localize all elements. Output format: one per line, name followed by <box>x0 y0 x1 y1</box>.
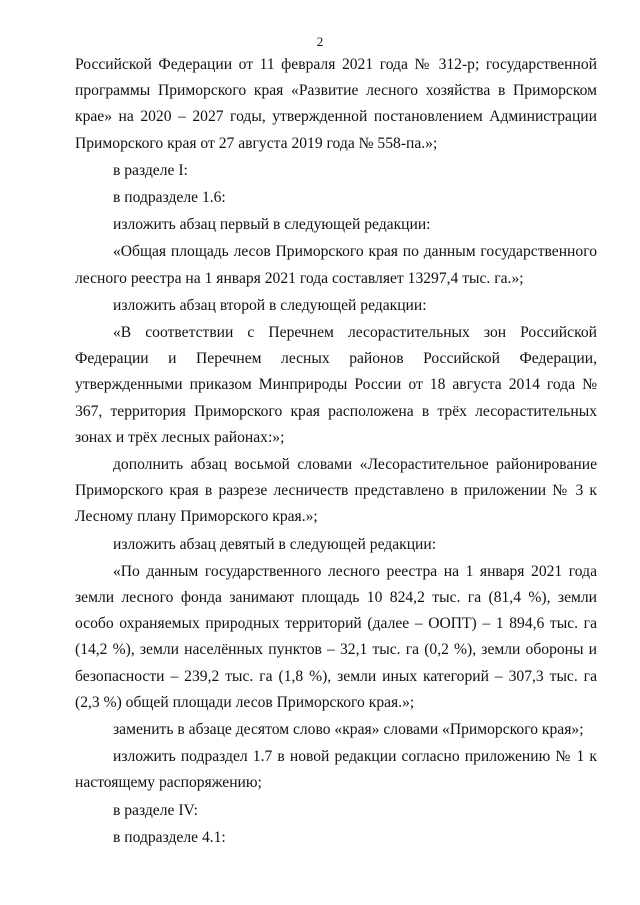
paragraph-forest-zones: «В соответствии с Перечнем лесорастительных зон Российской Федерации и Перечнем лесных районов Российской Федерации, утвержденными приказом Минприроды России от 18 августа 2014 года № 367, территория Приморского края расположена в трёх лесорастительных зонах и трёх лесных районах:»; <box>75 324 597 446</box>
paragraph-subsection-4-1: в подразделе 4.1: <box>113 828 226 846</box>
paragraph-continuation: Российской Федерации от 11 февраля 2021 года № 312-р; государственной программы Приморского края «Развитие лесного хозяйства в Приморском крае» на 2020 – 2027 годы, утвержденной постановлением Администрации Приморского края от 27 августа 2019 года № 558-па.»; <box>75 56 597 152</box>
paragraph-edit-first: изложить абзац первый в следующей редакции: <box>113 216 431 234</box>
paragraph-subsection-1-7: изложить подраздел 1.7 в новой редакции согласно приложению № 1 к настоящему распоряжению; <box>75 748 597 792</box>
paragraph-section-1: в разделе I: <box>113 161 188 179</box>
paragraph-edit-ninth: изложить абзац девятый в следующей редакции: <box>113 535 437 553</box>
paragraph-replace-tenth: заменить в абзаце десятом слово «края» словами «Приморского края»; <box>113 721 584 739</box>
document-body <box>75 52 597 851</box>
paragraph-subsection-1-6: в подразделе 1.6: <box>113 189 226 207</box>
page-number: 2 <box>316 34 324 49</box>
paragraph-land-categories: «По данным государственного лесного реестра на 1 января 2021 года земли лесного фонда занимают площадь 10 824,2 тыс. га (81,4 %), земли особо охраняемых природных территорий (далее – ООПТ) – 1 894,6 тыс. га (14,2 %), земли населённых пунктов – 32,1 тыс. га (0,2 %), земли обороны и безопасности – 239,2 тыс. га (1,8 %), земли иных категорий – 307,3 тыс. га (2,3 %) общей площади лесов Приморского края.»; <box>75 562 597 711</box>
paragraph-edit-second: изложить абзац второй в следующей редакции: <box>113 296 427 314</box>
paragraph-total-area: «Общая площадь лесов Приморского края по данным государственного лесного реестра на 1 января 2021 года составляет 13297,4 тыс. га.»; <box>75 243 597 287</box>
paragraph-section-4: в разделе IV: <box>113 801 198 819</box>
paragraph-add-eighth: дополнить абзац восьмой словами «Лесорастительное районирование Приморского края в разрезе лесничеств представлено в приложении № 3 к Лесному плану Приморского края.»; <box>75 456 597 526</box>
